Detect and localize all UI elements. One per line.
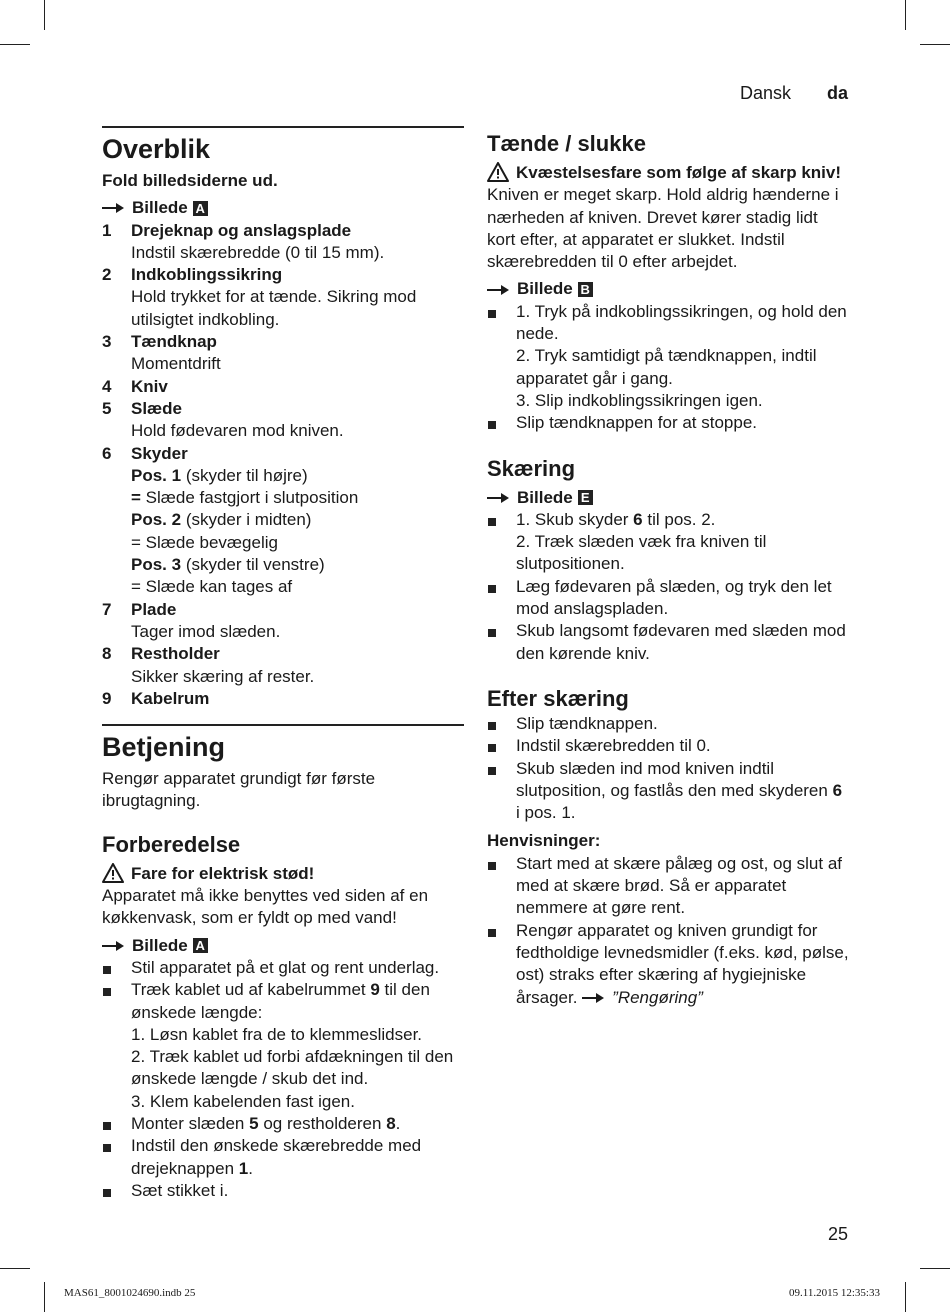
- figure-reference-label: Billede: [517, 487, 573, 507]
- arrow-right-icon: [487, 284, 511, 296]
- bullet-square-icon: [487, 576, 516, 598]
- overblik-intro: Fold billedsiderne ud.: [102, 171, 278, 190]
- list-item: Sæt stikket i.: [102, 1180, 464, 1202]
- bullet-square-icon: [487, 920, 516, 942]
- warning-title: Fare for elektrisk stød!: [131, 863, 315, 883]
- section-title-betjening: Betjening: [102, 732, 226, 763]
- language-name: Dansk: [739, 83, 791, 103]
- bullet-square-icon: [487, 412, 516, 434]
- language-code: da: [826, 83, 848, 103]
- list-item: [102, 331, 464, 376]
- arrow-right-icon: [582, 992, 606, 1004]
- figure-letter-badge: B: [578, 282, 593, 297]
- item-number: 8: [102, 644, 112, 664]
- crop-mark: [920, 1268, 950, 1269]
- list-item: Monter slæden 5 og restholderen 8.: [102, 1113, 464, 1135]
- list-item: [102, 264, 464, 331]
- cross-reference-link[interactable]: ”Rengøring”: [612, 987, 703, 1007]
- bullet-list: [487, 853, 849, 1009]
- item-number: 2: [102, 265, 112, 285]
- list-item: Skub langsomt fødevaren med slæden mod den kørende kniv.: [487, 620, 849, 665]
- item-number: 3: [102, 332, 112, 352]
- list-item: 1. Skub skyder 6 til pos. 2. 2. Træk slæden væk fra kniven til slutpositionen.: [487, 509, 849, 576]
- warning-heading: [487, 162, 849, 184]
- bullet-square-icon: [102, 979, 131, 1001]
- crop-mark: [905, 1282, 906, 1312]
- list-item: Indstil skærebredden til 0.: [487, 735, 849, 757]
- item-title: Indkoblingssikring: [131, 265, 283, 285]
- page-number: 25: [827, 1224, 848, 1244]
- slider-position-3: Pos. 3 (skyder til venstre): [131, 555, 325, 575]
- list-item: [102, 443, 464, 599]
- list-item: [102, 688, 464, 710]
- item-description: Hold fødevaren mod kniven.: [131, 421, 344, 441]
- item-title: Kniv: [131, 376, 168, 396]
- list-item: Træk kablet ud af kabelrummet 9 til den ønskede længde: 1. Løsn kablet fra de to klemmeslidser. 2. Træk kablet ud forbi afdækningen til den ønskede længde / skub det ind. 3. Klem kabelenden fast igen.: [102, 979, 464, 1113]
- list-item: [102, 599, 464, 644]
- figure-letter-badge: E: [578, 490, 593, 505]
- item-number: 7: [102, 599, 112, 619]
- item-title: Plade: [131, 599, 177, 619]
- item-title: Slæde: [131, 398, 183, 418]
- list-item: Skub slæden ind mod kniven indtil slutposition, og fastlås den med skyderen 6 i pos. 1.: [487, 758, 849, 825]
- footer-timestamp: 09.11.2015 12:35:33: [789, 1287, 880, 1299]
- item-title: Tændknap: [131, 332, 217, 352]
- notes-heading: Henvisninger:: [487, 831, 601, 851]
- arrow-right-icon: [102, 202, 126, 214]
- bullet-square-icon: [487, 735, 516, 757]
- crop-mark: [0, 44, 30, 45]
- section-rule: [102, 126, 464, 128]
- item-number: 1: [102, 220, 112, 240]
- crop-mark: [44, 1282, 45, 1312]
- list-item: [102, 220, 464, 265]
- warning-text: Kniven er meget skarp. Hold aldrig hænderne i nærheden af kniven. Drevet kører stadig lidt kort efter, at apparatet er slukket. Indstil skærebredden til 0 efter arbejdet.: [487, 185, 839, 272]
- item-number: 9: [102, 688, 112, 708]
- crop-mark: [905, 0, 906, 30]
- bullet-square-icon: [487, 713, 516, 735]
- list-item: [102, 376, 464, 398]
- crop-mark: [0, 1268, 30, 1269]
- item-number: 4: [102, 376, 112, 396]
- bullet-list: [487, 301, 849, 435]
- list-item: Stil apparatet på et glat og rent underlag.: [102, 957, 464, 979]
- warning-heading: [102, 863, 464, 885]
- item-title: Kabelrum: [131, 688, 210, 708]
- bullet-square-icon: [487, 620, 516, 642]
- list-item: 1. Tryk på indkoblingssikringen, og hold den nede. 2. Tryk samtidigt på tændknappen, indtil apparatet går i gang. 3. Slip indkoblingssikringen igen.: [487, 301, 849, 412]
- item-title: Restholder: [131, 644, 220, 664]
- bullet-square-icon: [487, 301, 516, 323]
- figure-reference: [102, 935, 464, 957]
- figure-reference-label: Billede: [132, 935, 188, 955]
- crop-mark: [920, 44, 950, 45]
- language-header: [740, 83, 848, 104]
- item-description: Tager imod slæden.: [131, 621, 281, 641]
- figure-letter-badge: A: [193, 201, 208, 216]
- slider-position-2-desc: = Slæde bevægelig: [131, 532, 278, 552]
- warning-title: Kvæstelsesfare som følge af skarp kniv!: [516, 163, 842, 182]
- bullet-square-icon: [102, 1180, 131, 1202]
- left-column: [102, 126, 464, 1202]
- parts-list: [102, 220, 464, 711]
- figure-reference-label: Billede: [132, 198, 188, 218]
- warning-triangle-icon: [487, 162, 509, 182]
- bullet-square-icon: [487, 853, 516, 875]
- bullet-square-icon: [487, 758, 516, 780]
- bullet-list: [487, 713, 849, 824]
- crop-mark: [44, 0, 45, 30]
- bullet-square-icon: [102, 1135, 131, 1157]
- footer-filename: MAS61_8001024690.indb 25: [64, 1287, 196, 1299]
- section-title-forberedelse: Forberedelse: [102, 831, 241, 857]
- figure-reference-label: Billede: [517, 279, 573, 299]
- item-title: Drejeknap og anslagsplade: [131, 220, 352, 240]
- list-item: [102, 398, 464, 443]
- list-item: Start med at skære pålæg og ost, og slut af med at skære brød. Så er apparatet nemmere at gøre rent.: [487, 853, 849, 920]
- bullet-square-icon: [102, 1113, 131, 1135]
- slider-position-2: Pos. 2 (skyder i midten): [131, 510, 312, 530]
- bullet-square-icon: [487, 509, 516, 531]
- figure-letter-badge: A: [193, 938, 208, 953]
- figure-reference: [487, 487, 849, 509]
- item-title: Skyder: [131, 443, 188, 463]
- list-item: Slip tændknappen for at stoppe.: [487, 412, 849, 434]
- figure-reference: [487, 278, 849, 300]
- item-description: Momentdrift: [131, 354, 221, 374]
- slider-position-1-desc: = Slæde fastgjort i slutposition: [131, 488, 359, 508]
- item-number: 6: [102, 443, 112, 463]
- item-number: 5: [102, 398, 112, 418]
- list-item: Læg fødevaren på slæden, og tryk den let mod anslagspladen.: [487, 576, 849, 621]
- list-item: Indstil den ønskede skærebredde med drejeknappen 1.: [102, 1135, 464, 1180]
- section-title-overblik: Overblik: [102, 134, 211, 164]
- arrow-right-icon: [487, 492, 511, 504]
- figure-reference: [102, 197, 464, 219]
- betjening-intro: Rengør apparatet grundigt før første ibrugtagning.: [102, 769, 376, 811]
- arrow-right-icon: [102, 940, 126, 952]
- slider-position-3-desc: = Slæde kan tages af: [131, 577, 293, 597]
- list-item: Slip tændknappen.: [487, 713, 849, 735]
- item-description: Hold trykket for at tænde. Sikring mod utilsigtet indkobling.: [131, 287, 417, 329]
- bullet-square-icon: [102, 957, 131, 979]
- section-rule: [102, 724, 464, 726]
- warning-triangle-icon: [102, 863, 124, 883]
- bullet-list: [102, 957, 464, 1202]
- item-description: Sikker skæring af rester.: [131, 666, 315, 686]
- section-title-efter-skaering: Efter skæring: [487, 685, 629, 711]
- list-item: Rengør apparatet og kniven grundigt for fedtholdige levnedsmidler (f.eks. kød, pølse, ost) straks efter skæring af hygiejniske årsager. ”Rengøring”: [487, 920, 849, 1009]
- bullet-list: [487, 509, 849, 665]
- section-title-taende: Tænde / slukke: [487, 131, 646, 156]
- section-title-skaering: Skæring: [487, 455, 576, 481]
- list-item: [102, 643, 464, 688]
- right-column: [487, 130, 849, 1009]
- slider-position-1: Pos. 1 (skyder til højre): [131, 465, 308, 485]
- warning-text: Apparatet må ikke benyttes ved siden af en køkkenvask, som er fyldt op med vand!: [102, 886, 429, 928]
- item-description: Indstil skærebredde (0 til 15 mm).: [131, 242, 385, 262]
